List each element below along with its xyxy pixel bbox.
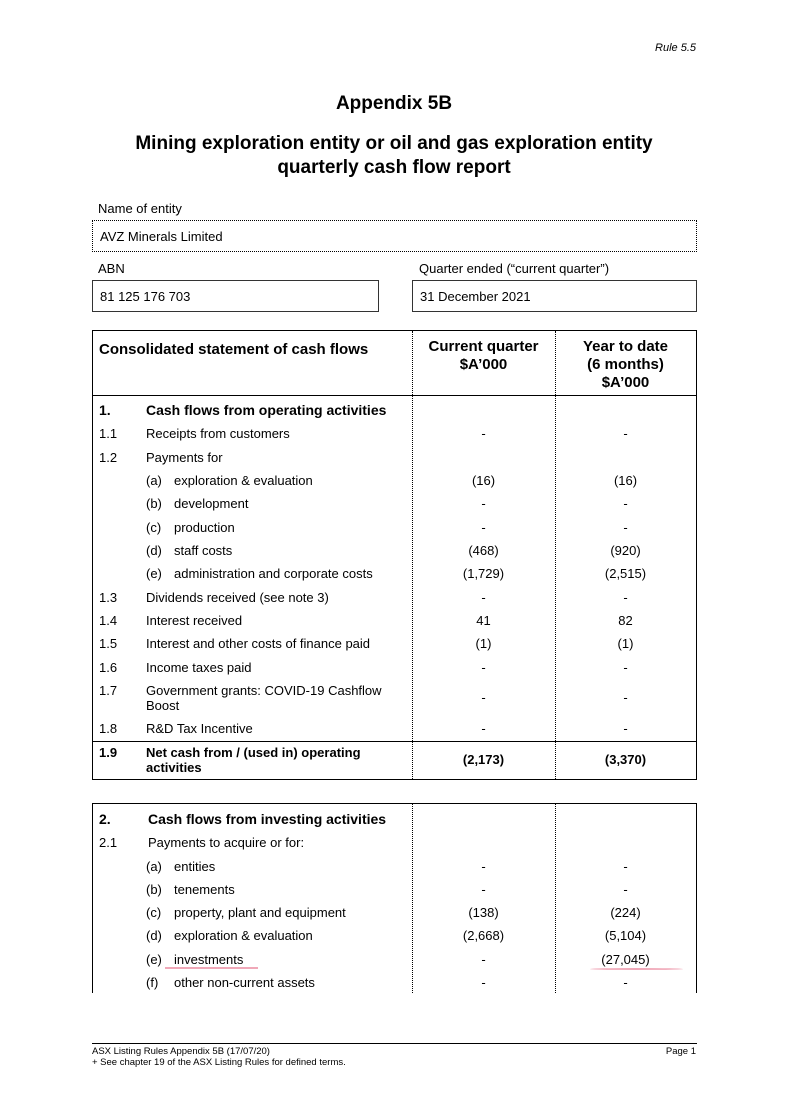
ytd-value: -	[623, 590, 628, 605]
page-number: Page 1	[665, 1046, 696, 1057]
current-quarter-value: -	[481, 660, 486, 675]
row-label-line2: activities	[146, 760, 202, 775]
ytd-value: (920)	[610, 543, 641, 558]
row-number: 1.6	[99, 660, 118, 675]
section-title: Cash flows from investing activities	[148, 811, 387, 827]
row-label: Receipts from customers	[146, 426, 290, 441]
document-title: Appendix 5B	[335, 93, 453, 114]
row-sub-letter: (c)	[146, 905, 162, 920]
current-quarter-value: -	[481, 520, 486, 535]
row-label: property, plant and equipment	[174, 905, 346, 920]
subtitle-line-1: Mining exploration entity or oil and gas exploration entity	[135, 133, 653, 154]
row-label: development	[174, 496, 249, 511]
ytd-total: (3,370)	[604, 752, 647, 767]
ytd-value: -	[623, 721, 628, 736]
cash-flow-table-investing	[92, 803, 697, 993]
row-sub-letter: (b)	[146, 882, 162, 897]
row-label	[146, 683, 382, 713]
current-quarter-value: -	[481, 496, 486, 511]
row-label: Dividends received (see note 3)	[146, 590, 329, 605]
current-quarter-value: -	[481, 590, 486, 605]
row-label: tenements	[174, 882, 235, 897]
ytd-value: -	[623, 660, 628, 675]
highlight-underline	[590, 968, 683, 970]
ytd-value: (1)	[617, 636, 634, 651]
current-quarter-value: 41	[476, 613, 491, 628]
row-label: exploration & evaluation	[174, 928, 313, 943]
abn-value: 81 125 176 703	[100, 288, 191, 304]
row-label: staff costs	[174, 543, 233, 558]
row-label: exploration & evaluation	[174, 473, 313, 488]
row-sub-letter: (c)	[146, 520, 162, 535]
current-quarter-header	[412, 338, 555, 374]
document-subtitle	[0, 132, 788, 180]
row-sub-letter: (a)	[146, 473, 162, 488]
ytd-header-line1: Year to date	[582, 338, 669, 355]
ytd-value: -	[623, 859, 628, 874]
row-sub-letter: (b)	[146, 496, 162, 511]
row-label: R&D Tax Incentive	[146, 721, 253, 736]
row-label-line2: Boost	[146, 698, 180, 713]
ytd-value: (27,045)	[601, 952, 650, 967]
current-quarter-value: (16)	[471, 473, 496, 488]
row-sub-letter: (a)	[146, 859, 162, 874]
current-quarter-header-line2: $A’000	[459, 356, 508, 373]
ytd-value: (5,104)	[604, 928, 647, 943]
ytd-header-line3: $A’000	[601, 374, 650, 391]
current-quarter-value: -	[481, 690, 486, 705]
row-label	[146, 745, 361, 775]
row-number: 1.9	[99, 745, 118, 760]
cash-flow-table-operating	[92, 330, 697, 780]
ytd-value: -	[623, 496, 628, 511]
row-label: Payments to acquire or for:	[148, 835, 305, 850]
current-quarter-total: (2,173)	[462, 752, 505, 767]
current-quarter-value: -	[481, 426, 486, 441]
row-sub-letter: (e)	[146, 952, 162, 967]
footer-text	[92, 1046, 346, 1068]
ytd-value: (2,515)	[604, 566, 647, 581]
entity-name-field	[92, 220, 697, 252]
row-label-line1: Government grants: COVID-19 Cashflow	[146, 683, 382, 698]
row-number: 1.7	[99, 683, 118, 698]
entity-name-value: AVZ Minerals Limited	[100, 228, 223, 244]
row-number: 1.8	[99, 721, 118, 736]
row-number: 1.3	[99, 590, 118, 605]
section-number: 1.	[99, 402, 111, 418]
section-title: Cash flows from operating activities	[146, 402, 387, 418]
quarter-value: 31 December 2021	[420, 288, 531, 304]
row-label: Interest received	[146, 613, 243, 628]
current-quarter-value: -	[481, 952, 486, 967]
abn-field	[92, 280, 379, 312]
row-label: other non-current assets	[174, 975, 315, 990]
row-label: production	[174, 520, 235, 535]
table-title: Consolidated statement of cash flows	[99, 341, 369, 358]
ytd-value: -	[623, 520, 628, 535]
current-quarter-value: -	[481, 882, 486, 897]
footer-line-1: ASX Listing Rules Appendix 5B (17/07/20)	[92, 1046, 270, 1057]
highlight-underline	[165, 967, 258, 969]
row-number: 1.5	[99, 636, 118, 651]
footer-line-2: + See chapter 19 of the ASX Listing Rules for defined terms.	[92, 1057, 346, 1068]
quarter-field	[412, 280, 697, 312]
current-quarter-value: (138)	[468, 905, 499, 920]
row-label: Payments for	[146, 450, 223, 465]
ytd-value: (16)	[613, 473, 638, 488]
row-label: Income taxes paid	[146, 660, 252, 675]
row-number: 2.1	[99, 835, 118, 850]
ytd-value: (224)	[610, 905, 641, 920]
current-quarter-value: -	[481, 975, 486, 990]
entity-name-label: Name of entity	[98, 201, 182, 216]
current-quarter-value: (2,668)	[462, 928, 505, 943]
row-label: administration and corporate costs	[174, 566, 373, 581]
row-number: 1.2	[99, 450, 118, 465]
current-quarter-value: (1,729)	[462, 566, 505, 581]
row-label: investments	[174, 952, 244, 967]
quarter-label: Quarter ended (“current quarter”)	[419, 261, 610, 276]
row-number: 1.4	[99, 613, 118, 628]
current-quarter-value: -	[481, 859, 486, 874]
row-label-line1: Net cash from / (used in) operating	[146, 745, 361, 760]
current-quarter-header-line1: Current quarter	[428, 338, 539, 355]
footer-divider	[92, 1043, 697, 1044]
section-number: 2.	[99, 811, 111, 827]
row-number: 1.1	[99, 426, 118, 441]
row-label: entities	[174, 859, 216, 874]
row-label: Interest and other costs of finance paid	[146, 636, 371, 651]
abn-label: ABN	[98, 261, 125, 276]
current-quarter-value: (1)	[475, 636, 492, 651]
row-sub-letter: (d)	[146, 543, 162, 558]
current-quarter-value: (468)	[468, 543, 499, 558]
row-sub-letter: (d)	[146, 928, 162, 943]
ytd-header-line2: (6 months)	[587, 356, 664, 373]
ytd-value: 82	[618, 613, 633, 628]
ytd-header	[555, 338, 696, 392]
subtitle-line-2: quarterly cash flow report	[277, 157, 511, 178]
ytd-value: -	[623, 426, 628, 441]
ytd-value: -	[623, 690, 628, 705]
row-sub-letter: (f)	[146, 975, 159, 990]
rule-reference: Rule 5.5	[655, 42, 696, 54]
row-sub-letter: (e)	[146, 566, 162, 581]
current-quarter-value: -	[481, 721, 486, 736]
ytd-value: -	[623, 975, 628, 990]
ytd-value: -	[623, 882, 628, 897]
